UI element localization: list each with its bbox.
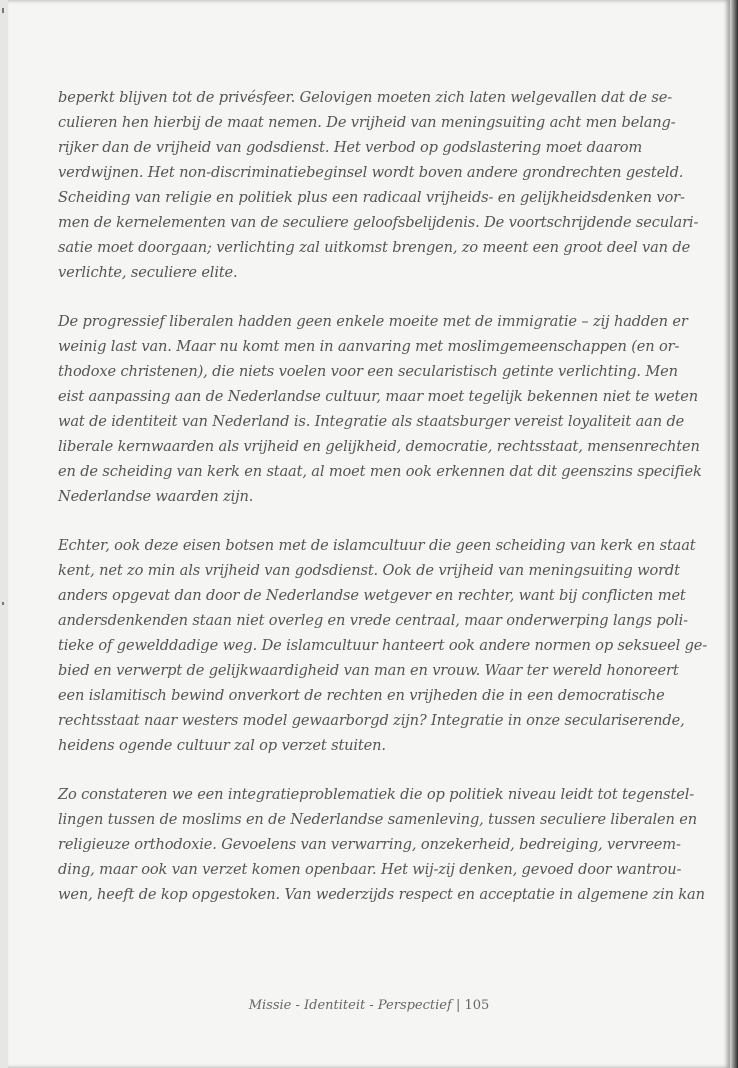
text-line: verlichte, seculiere elite. [58,264,238,281]
text-line: beperkt blijven tot de privésfeer. Gelovigen moeten zich laten welgevallen dat de se- [58,89,673,106]
text-line: een islamitisch bewind onverkort de rechten en vrijheden die in een democratische [58,687,665,704]
text-line: religieuze orthodoxie. Gevoelens van verwarring, onzekerheid, bedreiging, vervreem- [58,836,681,853]
text-line: eist aanpassing aan de Nederlandse cultuur, maar moet tegelijk bekennen niet te weten [58,388,699,405]
scan-left-edge [0,0,8,1068]
scan-mark [2,602,4,605]
text-line: weinig last van. Maar nu komt men in aanvaring met moslimgemeenschappen (en or- [58,338,680,355]
page-footer [0,998,738,1013]
text-line: men de kernelementen van de seculiere geloofsbelijdenis. De voortschrijdende seculari- [58,214,699,231]
text-line: wen, heeft de kop opgestoken. Van wederzijds respect en acceptatie in algemene zin kan [58,886,705,903]
text-line: en de scheiding van kerk en staat, al moet men ook erkennen dat dit geenszins specifiek [58,463,702,480]
text-line: De progressief liberalen hadden geen enkele moeite met de immigratie – zij hadden er [58,313,688,330]
text-line: liberale kernwaarden als vrijheid en gelijkheid, democratie, rechtsstaat, mensenrechten [58,438,700,455]
text-line: thodoxe christenen), die niets voelen voor een secularistisch getinte verlichting. Men [58,363,678,380]
text-line: rijker dan de vrijheid van godsdienst. Het verbod op godslastering moet daarom [58,139,643,156]
scan-right-edge [730,0,738,1068]
text-line: lingen tussen de moslims en de Nederlandse samenleving, tussen seculiere liberalen en [58,811,697,828]
footer-separator: | [455,998,461,1013]
page-number: 105 [464,998,490,1013]
book-page [8,0,730,1068]
text-line: Echter, ook deze eisen botsen met de islamcultuur die geen scheiding van kerk en staat [58,537,696,554]
text-line: Nederlandse waarden zijn. [58,488,254,505]
text-line: ding, maar ook van verzet komen openbaar. Het wij-zij denken, gevoed door wantrou- [58,861,682,878]
text-line: anders opgevat dan door de Nederlandse wetgever en rechter, want bij conflicten met [58,587,686,604]
text-line: culieren hen hierbij de maat nemen. De vrijheid van meningsuiting acht men belang- [58,114,676,131]
body-text [58,85,708,931]
text-line: verdwijnen. Het non-discriminatiebeginsel wordt boven andere grondrechten gesteld. [58,164,684,181]
text-line: wat de identiteit van Nederland is. Integratie als staatsburger vereist loyaliteit aan de [58,413,685,430]
text-line: andersdenkenden staan niet overleg en vrede centraal, maar onderwerping langs poli- [58,612,688,629]
paragraph-4 [58,782,705,907]
text-line: satie moet doorgaan; verlichting zal uitkomst brengen, zo meent een groot deel van de [58,239,691,256]
text-line: heidens ogende cultuur zal op verzet stuiten. [58,737,386,754]
running-title: Missie - Identiteit - Perspectief [248,998,452,1013]
text-line: bied en verwerpt de gelijkwaardigheid van man en vrouw. Waar ter wereld honoreert [58,662,679,679]
text-line: rechtsstaat naar westers model gewaarborgd zijn? Integratie in onze seculariserende, [58,712,685,729]
paragraph-1 [58,85,699,285]
text-line: kent, net zo min als vrijheid van godsdienst. Ook de vrijheid van meningsuiting wordt [58,562,680,579]
paragraph-3 [58,533,708,758]
text-line: tieke of gewelddadige weg. De islamcultuur hanteert ook andere normen op seksueel ge- [58,637,708,654]
text-line: Scheiding van religie en politiek plus een radicaal vrijheids- en gelijkheidsdenken vor- [58,189,685,206]
scan-mark [2,8,4,13]
text-line: Zo constateren we een integratieproblematiek die op politiek niveau leidt tot tegenstel- [58,786,694,803]
paragraph-2 [58,309,702,509]
